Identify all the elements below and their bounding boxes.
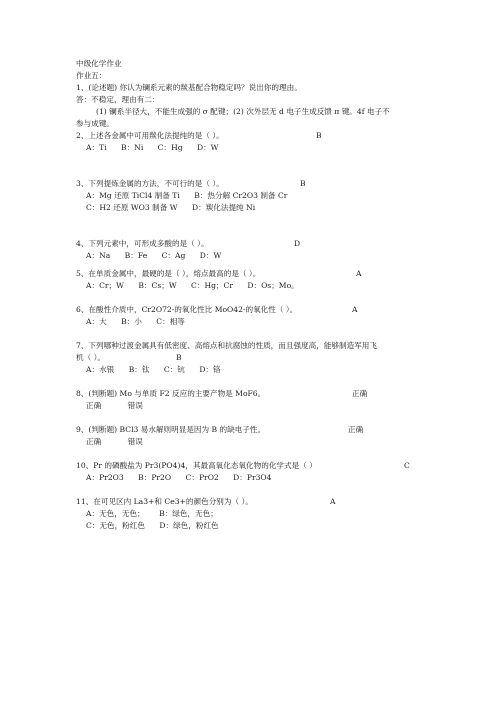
- q5-option-b: B：Cs；W: [138, 281, 177, 290]
- q10-options: [86, 472, 283, 483]
- q4-option-a: A：Na: [86, 251, 111, 260]
- q1-answer-intro: 答：不稳定，理由有二：: [76, 95, 160, 104]
- q7-option-a: A：水银: [86, 365, 115, 374]
- q10-option-d: D：Pr3O4: [233, 473, 272, 482]
- q10-option-a: A：Pr2O3: [86, 473, 124, 482]
- q5-option-c: C：Hg；Cr: [191, 281, 233, 290]
- q7-options: [86, 364, 233, 375]
- q10-option-c: C：PrO2: [185, 473, 219, 482]
- q4-option-c: C：Ag: [161, 251, 186, 260]
- q9-option-false: 错误: [127, 437, 143, 446]
- q6-question: 6、在酸性介质中，Cr2O72-的氧化性比 MoO42-的氧化性（ ）。: [76, 305, 298, 314]
- q5-options: [86, 280, 311, 291]
- q6-option-b: B：小: [121, 317, 142, 326]
- q3-options-row2: [86, 202, 267, 213]
- q4-option-b: B：Fe: [124, 251, 148, 260]
- q10-question: 10、Pr 的磷酸盐为 Pr3(PO4)4，其最高氧化态氧化物的化学式是（ ）: [76, 461, 317, 470]
- q2-question: 2、上述各金属中可用羰化法提纯的是（ ）。: [76, 131, 224, 140]
- q1-question: 1、(论述题) 你认为镧系元素的羰基配合物稳定吗？说出你的理由。: [76, 83, 302, 92]
- q1-reason-line2: 参与成键。: [76, 119, 114, 128]
- q11-answer: A: [330, 497, 336, 506]
- doc-title: 中级化学作业: [76, 59, 122, 68]
- q7-option-b: B：钛: [128, 365, 150, 374]
- q11-option-d: D：绿色，粉红色: [159, 521, 219, 530]
- q3-question: 3、下列提炼金属的方法，不可行的是（ ）。: [76, 179, 224, 188]
- q5-answer: A: [356, 269, 362, 278]
- q3-answer: B: [300, 179, 306, 188]
- q5-option-d: D：Os；Mo。: [247, 281, 299, 290]
- q11-question: 11、在可见区内 La3+和 Ce3+的颜色分别为（ ）。: [76, 497, 253, 506]
- q8-options: [86, 400, 155, 411]
- q1-reason-line1: (1) 镧系半径大，不能生成强的 σ 配键；(2) 次外层无 d 电子生成反馈 π 键。4f 电子不: [96, 107, 390, 116]
- q2-option-c: C：Hg: [157, 143, 183, 152]
- q9-options: [86, 436, 155, 447]
- q11-option-a: A：无色，无色；: [86, 509, 145, 518]
- q6-option-c: C：相等: [156, 317, 185, 326]
- q6-answer: A: [352, 305, 358, 314]
- q2-option-b: B：Ni: [121, 143, 144, 152]
- q7-question-line1: 7、下列哪种过渡金属具有低密度、高熔点和抗腐蚀的性质，而且强度高，能够制造军用飞: [76, 341, 377, 350]
- q9-option-true: 正确: [86, 437, 102, 446]
- q3-option-c: C：H2 还原 WO3 制备 W: [86, 203, 178, 212]
- q3-options-row1: [86, 190, 299, 201]
- q11-option-b: B：绿色，无色；: [159, 509, 218, 518]
- q10-option-b: B：Pr2O: [138, 473, 172, 482]
- q11-options-row2: [86, 520, 231, 531]
- q11-options-row1: [86, 508, 230, 519]
- q8-option-false: 错误: [127, 401, 143, 410]
- q3-option-d: D：羰化法提纯 Ni: [191, 203, 256, 212]
- q5-option-a: A：Cr；W: [86, 281, 124, 290]
- q3-option-b: B：热分解 Cr2O3 制备 Cr: [194, 191, 288, 200]
- q2-options: [86, 142, 230, 153]
- q2-answer: B: [316, 131, 322, 140]
- q9-question: 9、(判断题) BCl3 易水解则明显是因为 B 的缺电子性。: [76, 425, 266, 434]
- q4-question: 4、下列元素中，可形成多酸的是（ ）。: [76, 239, 209, 248]
- q4-options: [86, 250, 233, 261]
- q4-answer: D: [294, 239, 301, 248]
- q7-option-d: D：铬: [199, 365, 221, 374]
- q8-question: 8、(判断题) Mo 与单质 F2 反应的主要产物是 MoF6。: [76, 389, 266, 398]
- q6-option-a: A：大: [86, 317, 107, 326]
- q7-answer: B: [176, 353, 182, 362]
- q6-options: [86, 316, 197, 327]
- q11-option-c: C：无色，粉红色: [86, 521, 145, 530]
- q8-answer: 正确: [352, 389, 368, 398]
- q10-answer: C: [404, 461, 410, 470]
- q7-option-c: C：钪: [163, 365, 185, 374]
- assignment-label: 作业五：: [76, 71, 107, 80]
- q4-option-d: D：W: [199, 251, 222, 260]
- q5-question: 5、在单质金属中，最硬的是（ ），熔点最高的是（ ）。: [76, 269, 261, 278]
- q2-option-d: D：W: [196, 143, 219, 152]
- q2-option-a: A：Ti: [86, 143, 107, 152]
- q9-answer: 正确: [348, 425, 364, 434]
- q8-option-true: 正确: [86, 401, 102, 410]
- q3-option-a: A：Mg 还原 TiCl4 制备 Ti: [86, 191, 180, 200]
- q7-question-line2: 机（ ）。: [76, 353, 105, 362]
